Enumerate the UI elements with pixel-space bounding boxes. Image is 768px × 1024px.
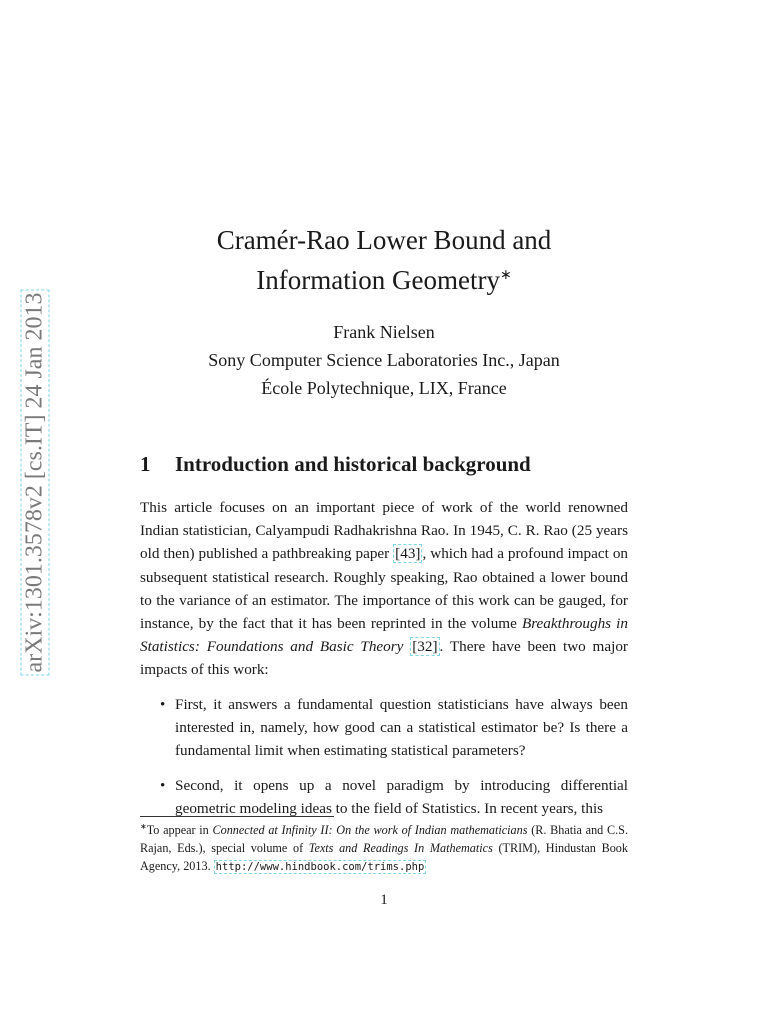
title-footnote-mark[interactable]: ∗ [499,268,512,283]
title-line-2-text: Information Geometry [256,265,500,295]
paragraph-text-1: This article focuses on an important piece of work of the world renowned Indian statistician, Calyampudi Radhakrishna Rao. In 1945, C. R. Rao (25 years old then) published a pathbreaking paper [140,499,628,563]
citation-32[interactable]: [32] [412,638,438,656]
footnote-text-2: (R. Bhatia and C.S. Rajan, Eds.), special volume of [140,823,628,856]
list-item [140,693,628,763]
list-item-text: Second, it opens up a novel paradigm by introducing differential geometric modeling ideas to the field of Statistics. In recent years, this [175,777,628,818]
bullet-icon: • [160,777,166,795]
arxiv-stamp [20,270,50,694]
paragraph-text-4: . There have been two major impacts of this work: [140,638,628,679]
page-number: 1 [380,892,388,908]
citation-43[interactable]: [43] [395,545,421,563]
footnote-series: Texts and Readings In Mathematics [308,841,493,856]
book-title: Breakthroughs in Statistics: Foundations and Basic Theory [140,615,628,656]
author-name: Frank Nielsen [333,322,435,342]
intro-paragraph [140,496,628,682]
bullet-icon: • [160,695,166,713]
list-item [140,774,628,820]
footnote-book: Connected at Infinity II: On the work of Indian mathematicians [212,823,528,838]
footnote-url-link[interactable]: http://www.hindbook.com/trims.php [215,861,425,874]
impact-list [140,693,628,821]
title-line-1: Cramér-Rao Lower Bound and [216,225,552,255]
section-heading [140,452,531,477]
arxiv-stamp-text[interactable]: arXiv:1301.3578v2 [cs.IT] 24 Jan 2013 [21,289,50,675]
affiliation-polytechnique: École Polytechnique, LIX, France [261,378,507,398]
list-item-text: First, it answers a fundamental question statisticians have always been interested in, namely, how good can a statistical estimator be? Is there a fundamental limit when estimating statistical parameters? [175,695,628,760]
affiliation-sony: Sony Computer Science Laboratories Inc., Japan [208,350,560,370]
footnote-rule [140,816,334,817]
footnote [140,818,628,876]
footnote-text-3: (TRIM), Hindustan Book Agency, 2013. [140,841,628,874]
paper-title [140,220,628,300]
footnote-text-1: To appear in [146,823,213,838]
body-text [140,496,628,833]
section-number: 1 [140,452,151,476]
author-block [140,318,628,402]
title-line-2 [140,260,628,300]
paragraph-text-2: , which had a profound impact on subsequent statistical research. Roughly speaking, Rao obtained a lower bound to the variance of an estimator. The importance of this work can be gauged, for instance, by the fact that it has been reprinted in the volume [140,545,629,633]
footnote-mark: ∗ [140,822,147,831]
section-title: Introduction and historical background [175,452,531,476]
